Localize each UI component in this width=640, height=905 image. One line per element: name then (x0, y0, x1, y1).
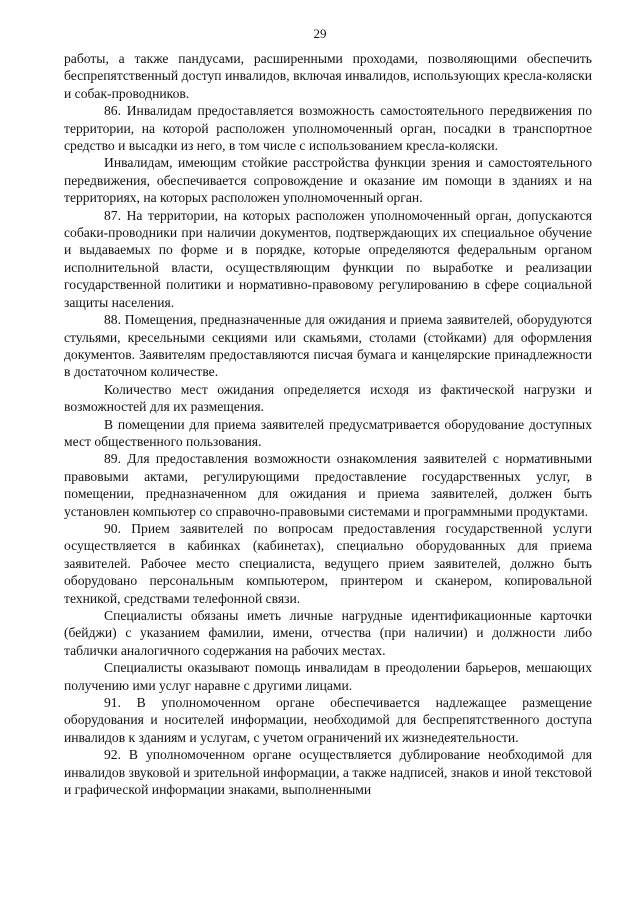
paragraph-91: 91. В уполномоченном органе обеспечивается надлежащее размещение оборудования и носителей информации, необходимой для беспрепятственного доступа инвалидов к зданиям и услугам, с учетом ограничений их жизнедеятельности. (64, 695, 592, 745)
paragraph-90: 90. Прием заявителей по вопросам предоставления государственной услуги осуществляется в кабинках (кабинетах), специально оборудованных для приема заявителей. Рабочее место специалиста, ведущего прием заявителей, должно быть оборудовано персональным компьютером, принтером и сканером, копировальной техникой, средствами телефонной связи. (64, 520, 592, 606)
paragraph-87: 87. На территории, на которых расположен уполномоченный орган, допускаются собаки-проводники при наличии документов, подтверждающих их специальное обучение и выдаваемых по форме и в порядке, которые определяются федеральным органом исполнительной власти, осуществляющим функции по выработке и реализации государственной политики и нормативно-правовому регулированию в сфере социальной защиты населения. (64, 207, 592, 310)
page-number: 29 (313, 26, 327, 41)
paragraph-88: 88. Помещения, предназначенные для ожидания и приема заявителей, оборудуются стульями, кресельными секциями или скамьями, столами (стойками) для оформления документов. Заявителям предоставляются писчая бумага и канцелярские принадлежности в достаточном количестве. (64, 312, 592, 380)
paragraph-86-visual-impairment: Инвалидам, имеющим стойкие расстройства функции зрения и самостоятельного передвижения, обеспечивается сопровождение и оказание им помощи в зданиях и на территориях, на которых расположен уполномоченный орган. (64, 155, 592, 206)
paragraph-92: 92. В уполномоченном органе осуществляется дублирование необходимой для инвалидов звуковой и зрительной информации, а также надписей, знаков и иной текстовой и графической информации знаками, выполненными (64, 747, 592, 798)
document-body (64, 50, 592, 798)
paragraph-89: 89. Для предоставления возможности ознакомления заявителей с нормативными правовыми актами, регулирующими предоставление государственных услуг, в помещении, предназначенном для ожидания и приема заявителей, должен быть установлен компьютер со справочно-правовыми системами и программными продуктами. (64, 451, 592, 519)
paragraph-86: 86. Инвалидам предоставляется возможность самостоятельного передвижения по территории, на которой расположен уполномоченный орган, посадки в транспортное средство и высадки из него, в том числе с использованием кресла-коляски. (64, 103, 592, 154)
paragraph-90-assistance: Специалисты оказывают помощь инвалидам в преодолении барьеров, мешающих получению ими услуг наравне с другими лицами. (64, 660, 592, 693)
paragraph-88-public-places: В помещении для приема заявителей предусматривается оборудование доступных мест общественного пользования. (64, 416, 592, 449)
paragraph-continuation: работы, а также пандусами, расширенными проходами, позволяющими обеспечить беспрепятственный доступ инвалидов, включая инвалидов, использующих кресла-коляски и собак-проводников. (64, 51, 592, 101)
paragraph-88-waiting-places: Количество мест ожидания определяется исходя из фактической нагрузки и возможностей для их размещения. (64, 381, 592, 415)
paragraph-90-badges: Специалисты обязаны иметь личные нагрудные идентификационные карточки (бейджи) с указанием фамилии, имени, отчества (при наличии) и должности либо таблички аналогичного содержания на рабочих местах. (64, 608, 592, 658)
